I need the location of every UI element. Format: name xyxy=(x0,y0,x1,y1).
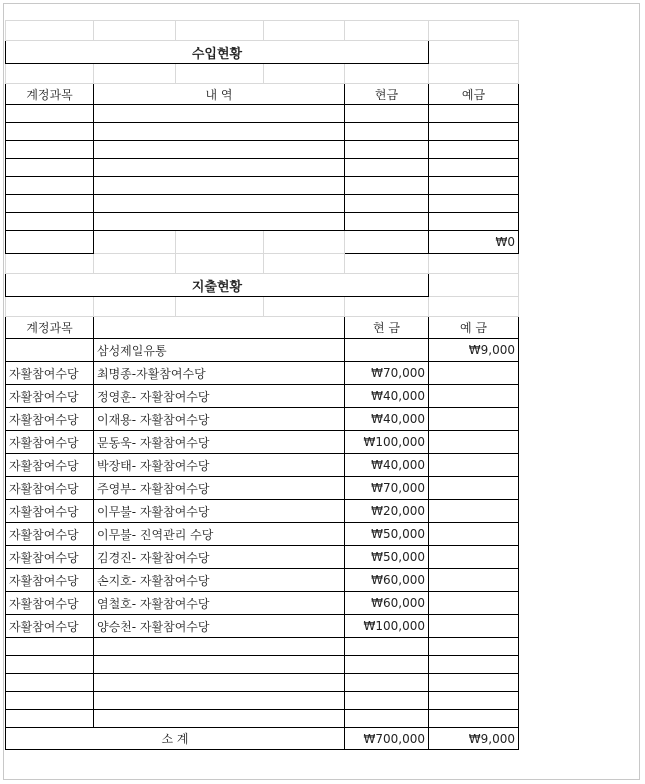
table-row xyxy=(6,195,519,213)
table-row: 자활참여수당 이재용- 자활참여수당 ₩40,000 xyxy=(6,408,519,431)
table-row xyxy=(6,674,519,692)
income-title[interactable]: 수입현황 xyxy=(6,41,429,64)
table-row xyxy=(6,159,519,177)
table-row xyxy=(6,638,519,656)
income-header-deposit[interactable]: 예금 xyxy=(429,84,519,105)
income-header-cash[interactable]: 현금 xyxy=(345,84,429,105)
subtotal-cash[interactable]: ₩700,000 xyxy=(345,728,429,750)
table-row: 자활참여수당 김경진- 자활참여수당 ₩50,000 xyxy=(6,546,519,569)
income-header-account[interactable]: 계정과목 xyxy=(6,84,94,105)
table-row: 자활참여수당 정영훈- 자활참여수당 ₩40,000 xyxy=(6,385,519,408)
expense-header-deposit[interactable]: 예 금 xyxy=(429,317,519,339)
table-row xyxy=(6,692,519,710)
table-row: 삼성제일유통 ₩9,000 xyxy=(6,339,519,362)
table-row: 자활참여수당 박장태- 자활참여수당 ₩40,000 xyxy=(6,454,519,477)
ledger-sheet xyxy=(5,20,519,750)
table-row xyxy=(6,213,519,231)
table-row: 자활참여수당 염철호- 자활참여수당 ₩60,000 xyxy=(6,592,519,615)
table-row: 자활참여수당 손지호- 자활참여수당 ₩60,000 xyxy=(6,569,519,592)
table-row: 자활참여수당 이무불- 자활참여수당 ₩20,000 xyxy=(6,500,519,523)
table-row xyxy=(6,656,519,674)
income-header-detail[interactable]: 내 역 xyxy=(94,84,345,105)
table-row xyxy=(6,141,519,159)
table-row xyxy=(6,710,519,728)
subtotal-label[interactable]: 소 계 xyxy=(6,728,345,750)
expense-header-account[interactable]: 계정과목 xyxy=(6,317,94,339)
subtotal-row xyxy=(6,728,519,750)
expense-header-cash[interactable]: 현 금 xyxy=(345,317,429,339)
table-row: 자활참여수당 이무불- 진역관리 수당 ₩50,000 xyxy=(6,523,519,546)
table-row: 자활참여수당 주영부- 자활참여수당 ₩70,000 xyxy=(6,477,519,500)
table-row xyxy=(6,105,519,123)
income-total-deposit[interactable]: ₩0 xyxy=(429,231,519,254)
subtotal-deposit[interactable]: ₩9,000 xyxy=(429,728,519,750)
expense-header-detail[interactable] xyxy=(94,317,345,339)
expense-title[interactable]: 지출현황 xyxy=(6,274,429,297)
income-total-row xyxy=(6,231,519,254)
table-row: 자활참여수당 문동욱- 자활참여수당 ₩100,000 xyxy=(6,431,519,454)
table-row xyxy=(6,123,519,141)
table-row: 자활참여수당 양승천- 자활참여수당 ₩100,000 xyxy=(6,615,519,638)
table-row: 자활참여수당 최명종-자활참여수당 ₩70,000 xyxy=(6,362,519,385)
table-row xyxy=(6,177,519,195)
